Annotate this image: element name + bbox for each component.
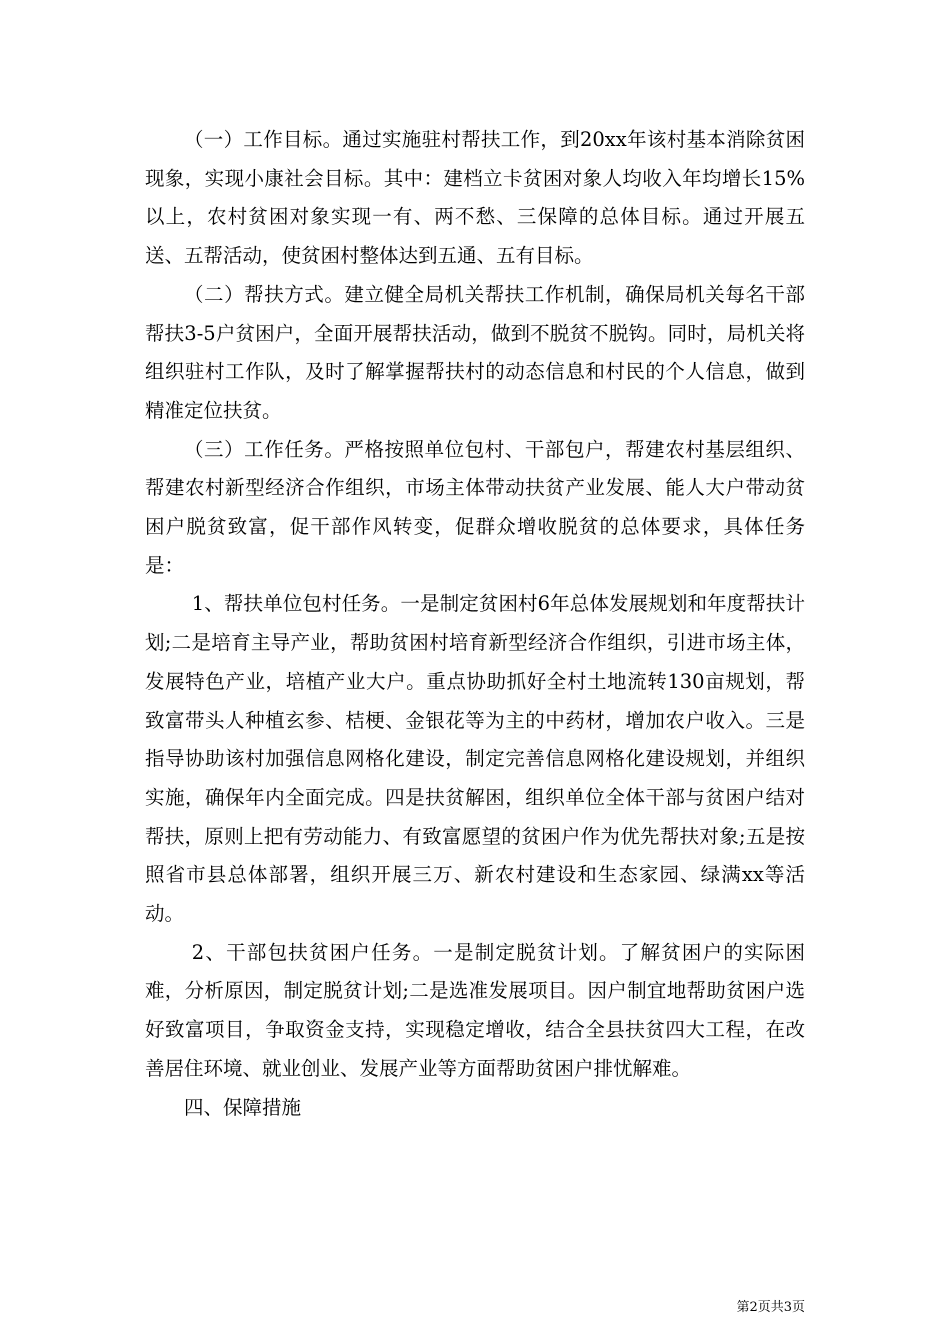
document-body [145, 121, 805, 1127]
paragraph-cadre-household-tasks: 2、干部包扶贫困户任务。一是制定脱贫计划。了解贫困户的实际困难，分析原因，制定脱贫计划;二是选准发展项目。因户制宜地帮助贫困户选好致富项目，争取资金支持，实现稳定增收，结合全县扶贫四大工程，在改善居住环境、就业创业、发展产业等方面帮助贫困户排忧解难。 [145, 940, 805, 1080]
paragraph-unit-village-tasks: 1、帮扶单位包村任务。一是制定贫困村6年总体发展规划和年度帮扶计划;二是培育主导产业，帮助贫困村培育新型经济合作组织，引进市场主体，发展特色产业，培植产业大户。重点协助抓好全村土地流转130亩规划，帮致富带头人种植玄参、桔梗、金银花等为主的中药材，增加农户收入。三是指导协助该村加强信息网格化建设，制定完善信息网格化建设规划，并组织实施，确保年内全面完成。四是扶贫解困，组织单位全体干部与贫困户结对帮扶，原则上把有劳动能力、有致富愿望的贫困户作为优先帮扶对象;五是按照省市县总体部署，组织开展三万、新农村建设和生态家园、绿满xx等活动。 [145, 592, 805, 926]
paragraph-work-goal: （一）工作目标。通过实施驻村帮扶工作，到20xx年该村基本消除贫困现象，实现小康社会目标。其中：建档立卡贫困对象人均收入年均增长15%以上，农村贫困对象实现一有、两不愁、三保障的总体目标。通过开展五送、五帮活动，使贫困村整体达到五通、五有目标。 [145, 128, 805, 268]
paragraph-work-tasks: （三）工作任务。严格按照单位包村、干部包户，帮建农村基层组织、帮建农村新型经济合作组织，市场主体带动扶贫产业发展、能人大户带动贫困户脱贫致富，促干部作风转变，促群众增收脱贫的总体要求，具体任务是： [145, 437, 805, 577]
section-heading-safeguards: 四、保障措施 [184, 1095, 302, 1119]
page-number-indicator: 第2页共3页 [736, 1300, 805, 1315]
paragraph-assistance-method: （二）帮扶方式。建立健全局机关帮扶工作机制，确保局机关每名干部帮扶3-5户贫困户，全面开展帮扶活动，做到不脱贫不脱钩。同时，局机关将组织驻村工作队，及时了解掌握帮扶村的动态信息和村民的个人信息，做到精准定位扶贫。 [145, 282, 805, 422]
